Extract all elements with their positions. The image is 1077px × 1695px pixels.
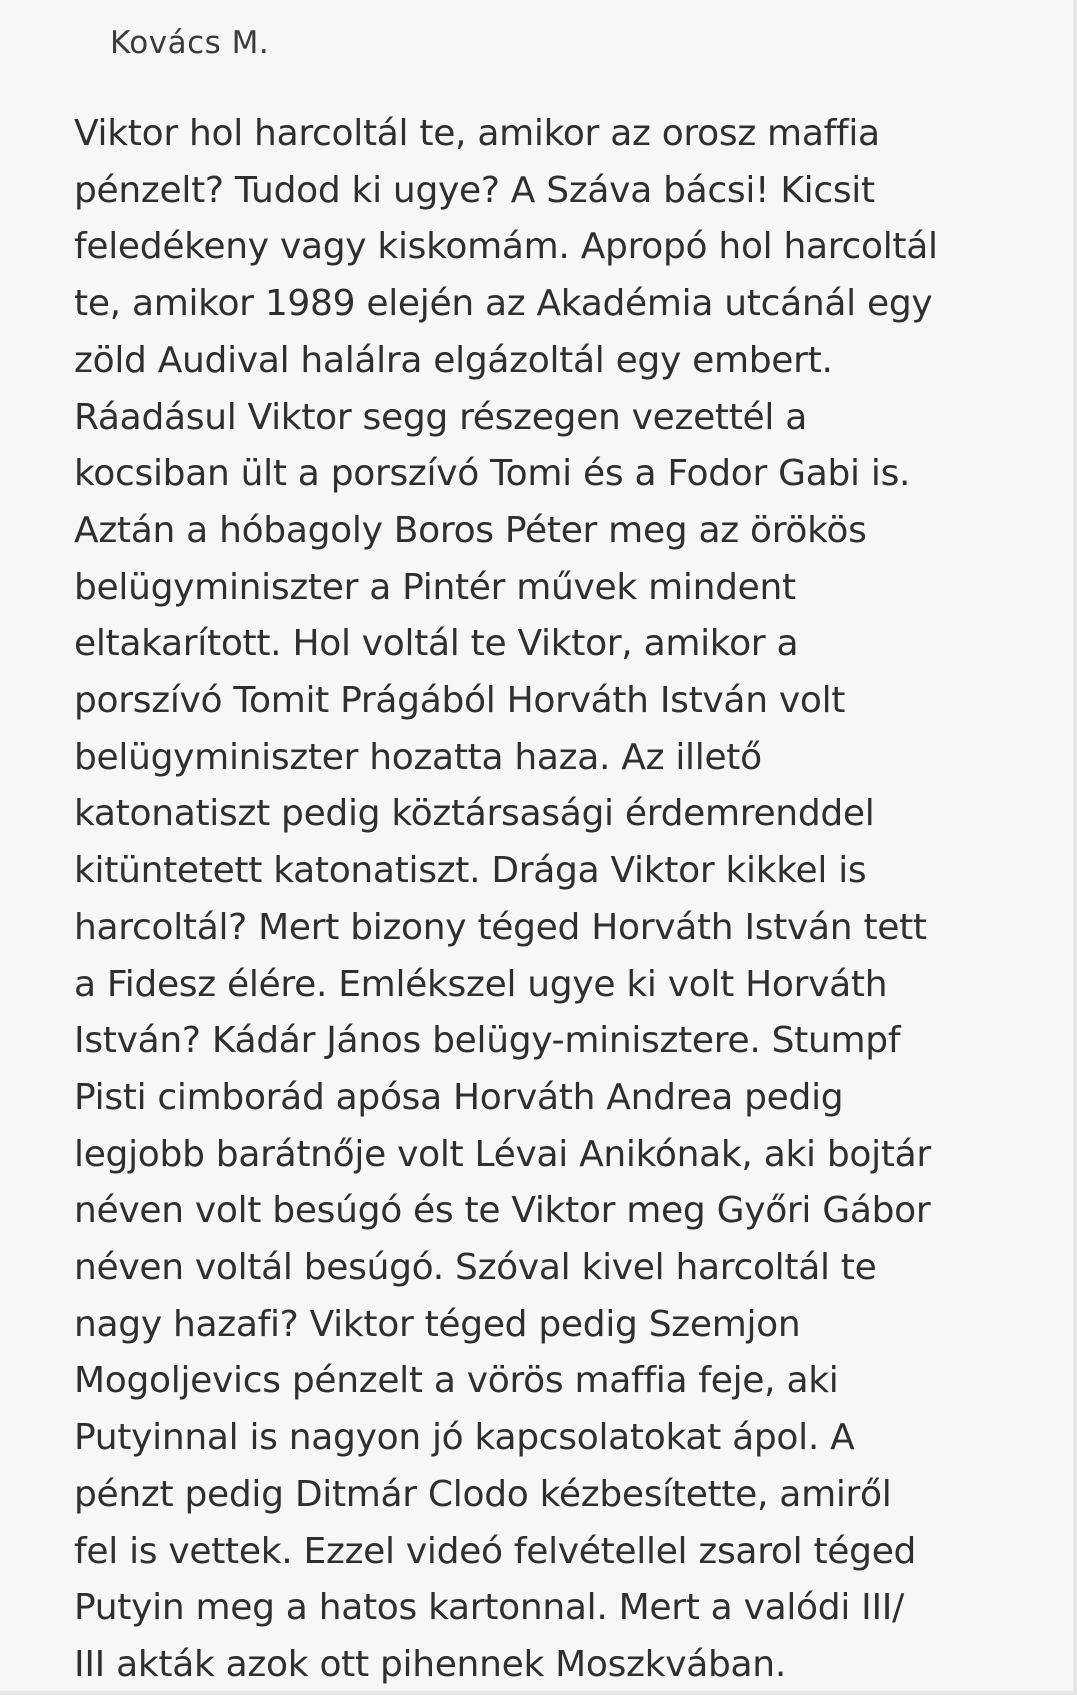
comment-text-line: porszívó Tomit Prágából Horváth István volt [74, 680, 846, 722]
comment-text-line: néven voltál besúgó. Szóval kivel harcoltál te [74, 1247, 877, 1289]
comment-text-line: belügyminiszter hozatta haza. Az illető [74, 736, 762, 778]
comment-text-line: belügyminiszter a Pintér művek mindent [74, 566, 796, 608]
comment-text-line: fel is vettek. Ezzel videó felvétellel zsarol téged [74, 1530, 917, 1572]
comment-text-line: néven volt besúgó és te Viktor meg Győri Gábor [74, 1190, 931, 1232]
comment-text-line: pénzt pedig Ditmár Clodo kézbesítette, amiről [74, 1473, 892, 1515]
comment-text-line: legjobb barátnője volt Lévai Anikónak, aki bojtár [74, 1133, 931, 1175]
comment-text-line: Pisti cimborád apósa Horváth Andrea pedig [74, 1076, 844, 1118]
comment-text-line: III akták azok ott pihennek Moszkvában. [74, 1643, 786, 1685]
comment-text-line: te, amikor 1989 elején az Akadémia utcánál egy [74, 283, 933, 325]
comment-text-line: István? Kádár János belügy-minisztere. Stumpf [74, 1020, 901, 1062]
comment-text-line: feledékeny vagy kiskomám. Apropó hol harcoltál [74, 226, 938, 268]
comment-text-line: Putyinnal is nagyon jó kapcsolatokat ápol. A [74, 1417, 855, 1459]
comment-text-line: eltakarított. Hol voltál te Viktor, amikor a [74, 623, 799, 665]
comment-text-line: zöld Audival halálra elgázoltál egy embert. [74, 339, 833, 381]
comment-text-line: kocsiban ült a porszívó Tomi és a Fodor Gabi is. [74, 453, 911, 495]
comment-text-line: nagy hazafi? Viktor téged pedig Szemjon [74, 1303, 801, 1345]
comment-text-line: Putyin meg a hatos kartonnal. Mert a valódi III/ [74, 1587, 904, 1629]
comment-text [74, 106, 1034, 1694]
comment-author-name[interactable]: Kovács M. [110, 25, 270, 61]
comment-text-line: harcoltál? Mert bizony téged Horváth István tett [74, 906, 927, 948]
comment-text-line: Ráadásul Viktor segg részegen vezettél a [74, 396, 807, 438]
comment-text-line: Aztán a hóbagoly Boros Péter meg az örökös [74, 509, 867, 551]
comment-text-line: katonatiszt pedig köztársasági érdemrenddel [74, 793, 875, 835]
comment-text-line: Mogoljevics pénzelt a vörös maffia feje, aki [74, 1360, 839, 1402]
comment-text-line: kitüntetett katonatiszt. Drága Viktor kikkel is [74, 850, 867, 892]
comment-text-line: a Fidesz élére. Emlékszel ugye ki volt Horváth [74, 963, 888, 1005]
comment-text-line: pénzelt? Tudod ki ugye? A Száva bácsi! Kicsit [74, 169, 875, 211]
comment-text-line: Viktor hol harcoltál te, amikor az orosz maffia [74, 113, 880, 154]
